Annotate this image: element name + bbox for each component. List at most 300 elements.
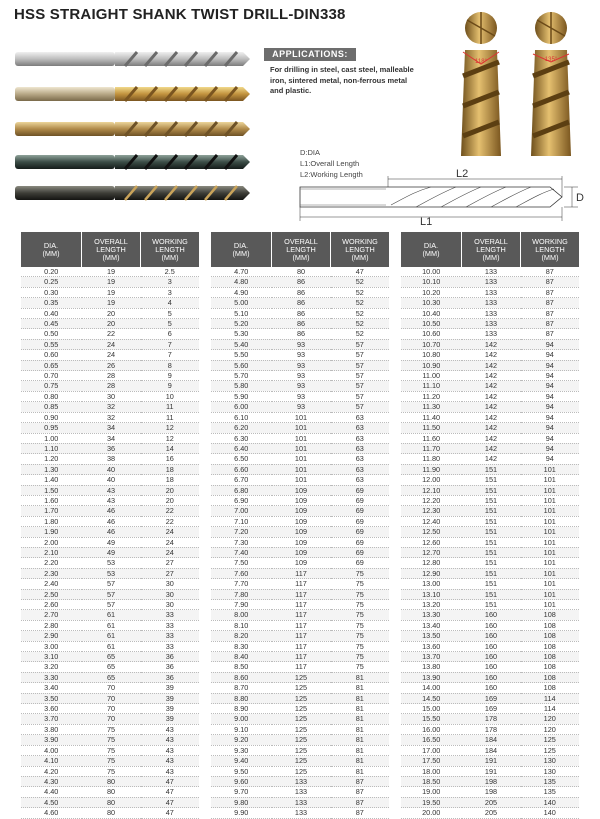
cell-dia: 0.70 bbox=[21, 371, 82, 381]
header-working-line: (MM) bbox=[541, 252, 559, 262]
table-row bbox=[211, 547, 389, 557]
header-working bbox=[331, 232, 390, 267]
cell-dia: 11.90 bbox=[401, 464, 462, 474]
table-row bbox=[401, 485, 579, 495]
cell-dia: 16.50 bbox=[401, 735, 462, 745]
cell-working: 14 bbox=[141, 443, 200, 453]
cell-dia: 8.70 bbox=[211, 683, 272, 693]
cell-working: 11 bbox=[141, 412, 200, 422]
cell-overall: 160 bbox=[462, 652, 521, 662]
cell-overall: 53 bbox=[82, 558, 141, 568]
table-row bbox=[401, 464, 579, 474]
cell-working: 101 bbox=[521, 506, 580, 516]
cell-overall: 142 bbox=[462, 350, 521, 360]
cell-dia: 9.50 bbox=[211, 766, 272, 776]
cell-overall: 49 bbox=[82, 537, 141, 547]
table-row bbox=[211, 371, 389, 381]
cell-dia: 3.20 bbox=[21, 662, 82, 672]
table-row bbox=[211, 475, 389, 485]
cell-working: 69 bbox=[331, 495, 390, 505]
table-row bbox=[211, 267, 389, 277]
cell-overall: 125 bbox=[272, 672, 331, 682]
cell-dia: 2.90 bbox=[21, 631, 82, 641]
cell-working: 16 bbox=[141, 454, 200, 464]
table-row bbox=[21, 766, 199, 776]
cell-overall: 160 bbox=[462, 672, 521, 682]
header-overall-line: LENGTH bbox=[96, 244, 126, 254]
table-row bbox=[401, 267, 579, 277]
cell-working: 4 bbox=[141, 298, 200, 308]
cell-overall: 109 bbox=[272, 537, 331, 547]
cell-working: 114 bbox=[521, 693, 580, 703]
cell-dia: 7.00 bbox=[211, 506, 272, 516]
table-row bbox=[211, 724, 389, 734]
cell-dia: 8.60 bbox=[211, 672, 272, 682]
cell-working: 7 bbox=[141, 339, 200, 349]
cell-dia: 5.60 bbox=[211, 360, 272, 370]
cell-working: 63 bbox=[331, 475, 390, 485]
cell-overall: 117 bbox=[272, 631, 331, 641]
table-row bbox=[401, 506, 579, 516]
table-row bbox=[401, 652, 579, 662]
cell-working: 27 bbox=[141, 568, 200, 578]
cell-working: 6 bbox=[141, 329, 200, 339]
cell-overall: 80 bbox=[272, 267, 331, 277]
cell-working: 101 bbox=[521, 579, 580, 589]
table-row bbox=[211, 704, 389, 714]
table-row bbox=[401, 579, 579, 589]
table-row bbox=[401, 537, 579, 547]
cell-working: 135 bbox=[521, 787, 580, 797]
table-row bbox=[401, 547, 579, 557]
cell-dia: 10.00 bbox=[401, 267, 462, 277]
cell-overall: 20 bbox=[82, 308, 141, 318]
cell-overall: 70 bbox=[82, 693, 141, 703]
header-overall-line: OVERALL bbox=[474, 236, 508, 246]
cell-working: 108 bbox=[521, 672, 580, 682]
table-row bbox=[211, 464, 389, 474]
cell-dia: 1.70 bbox=[21, 506, 82, 516]
cell-working: 43 bbox=[141, 766, 200, 776]
cell-dia: 7.70 bbox=[211, 579, 272, 589]
cell-dia: 5.90 bbox=[211, 391, 272, 401]
cell-dia: 9.80 bbox=[211, 797, 272, 807]
cell-overall: 125 bbox=[272, 745, 331, 755]
table-row bbox=[211, 412, 389, 422]
cell-working: 75 bbox=[331, 631, 390, 641]
table-row bbox=[21, 371, 199, 381]
cell-dia: 14.50 bbox=[401, 693, 462, 703]
table-row bbox=[211, 443, 389, 453]
cell-working: 2.5 bbox=[141, 267, 200, 277]
table-row bbox=[401, 298, 579, 308]
cell-working: 22 bbox=[141, 506, 200, 516]
table-row bbox=[401, 704, 579, 714]
table-row bbox=[401, 787, 579, 797]
cell-overall: 109 bbox=[272, 506, 331, 516]
cell-working: 69 bbox=[331, 547, 390, 557]
cell-overall: 142 bbox=[462, 381, 521, 391]
cell-working: 3 bbox=[141, 277, 200, 287]
table-row bbox=[21, 308, 199, 318]
table-row bbox=[211, 339, 389, 349]
table-row bbox=[211, 516, 389, 526]
cell-dia: 8.00 bbox=[211, 610, 272, 620]
cell-working: 81 bbox=[331, 724, 390, 734]
table-row bbox=[21, 277, 199, 287]
cell-dia: 0.95 bbox=[21, 423, 82, 433]
table-row bbox=[401, 620, 579, 630]
size-table-3 bbox=[401, 232, 579, 819]
table-row bbox=[211, 610, 389, 620]
header-overall bbox=[462, 232, 521, 267]
table-row bbox=[21, 339, 199, 349]
cell-overall: 133 bbox=[272, 797, 331, 807]
cell-working: 120 bbox=[521, 714, 580, 724]
table-row bbox=[21, 506, 199, 516]
diagram-d: D bbox=[576, 192, 584, 204]
cell-dia: 2.50 bbox=[21, 589, 82, 599]
table-row bbox=[21, 620, 199, 630]
header-overall-line: (MM) bbox=[102, 252, 120, 262]
cell-working: 94 bbox=[521, 433, 580, 443]
cell-working: 33 bbox=[141, 610, 200, 620]
cell-working: 108 bbox=[521, 683, 580, 693]
cell-working: 30 bbox=[141, 579, 200, 589]
table-row bbox=[211, 756, 389, 766]
cell-dia: 9.40 bbox=[211, 756, 272, 766]
cell-working: 8 bbox=[141, 360, 200, 370]
header-working-line: LENGTH bbox=[535, 244, 565, 254]
cell-overall: 117 bbox=[272, 600, 331, 610]
cell-overall: 133 bbox=[462, 308, 521, 318]
cell-working: 30 bbox=[141, 589, 200, 599]
table-row bbox=[401, 776, 579, 786]
cell-working: 94 bbox=[521, 443, 580, 453]
cell-working: 87 bbox=[331, 776, 390, 786]
cell-working: 43 bbox=[141, 735, 200, 745]
legend-overall-length: L1:Overall Length bbox=[300, 159, 360, 168]
tip-angle-135: 135° bbox=[544, 57, 558, 63]
cell-dia: 18.00 bbox=[401, 766, 462, 776]
table-row bbox=[211, 631, 389, 641]
cell-dia: 2.80 bbox=[21, 620, 82, 630]
cell-working: 87 bbox=[521, 287, 580, 297]
cell-overall: 198 bbox=[462, 787, 521, 797]
cell-dia: 13.60 bbox=[401, 641, 462, 651]
tip-angle-118: 118° bbox=[475, 59, 487, 65]
cell-working: 108 bbox=[521, 641, 580, 651]
cell-dia: 11.30 bbox=[401, 402, 462, 412]
cell-dia: 13.90 bbox=[401, 672, 462, 682]
cell-working: 52 bbox=[331, 277, 390, 287]
cell-working: 9 bbox=[141, 381, 200, 391]
cell-working: 47 bbox=[331, 267, 390, 277]
table-row bbox=[21, 547, 199, 557]
cell-overall: 160 bbox=[462, 683, 521, 693]
cell-overall: 160 bbox=[462, 631, 521, 641]
table-row bbox=[21, 298, 199, 308]
cell-dia: 10.20 bbox=[401, 287, 462, 297]
cell-overall: 151 bbox=[462, 579, 521, 589]
cell-working: 94 bbox=[521, 339, 580, 349]
cell-working: 101 bbox=[521, 537, 580, 547]
table-row bbox=[401, 475, 579, 485]
table-row bbox=[211, 527, 389, 537]
table-row bbox=[21, 776, 199, 786]
cell-overall: 57 bbox=[82, 589, 141, 599]
cell-working: 5 bbox=[141, 319, 200, 329]
cell-working: 69 bbox=[331, 558, 390, 568]
cell-dia: 13.40 bbox=[401, 620, 462, 630]
table-row bbox=[401, 516, 579, 526]
table-row bbox=[211, 537, 389, 547]
cell-dia: 0.20 bbox=[21, 267, 82, 277]
cell-dia: 10.90 bbox=[401, 360, 462, 370]
cell-dia: 6.10 bbox=[211, 412, 272, 422]
table-row bbox=[401, 693, 579, 703]
table-row bbox=[21, 724, 199, 734]
cell-overall: 34 bbox=[82, 433, 141, 443]
cell-dia: 0.30 bbox=[21, 287, 82, 297]
cell-working: 101 bbox=[521, 475, 580, 485]
cell-dia: 4.10 bbox=[21, 756, 82, 766]
table-row bbox=[21, 693, 199, 703]
cell-dia: 8.40 bbox=[211, 652, 272, 662]
cell-dia: 6.60 bbox=[211, 464, 272, 474]
table-row bbox=[401, 724, 579, 734]
table-row bbox=[211, 672, 389, 682]
table-row bbox=[21, 568, 199, 578]
cell-dia: 13.80 bbox=[401, 662, 462, 672]
cell-dia: 2.10 bbox=[21, 547, 82, 557]
header-working-line: LENGTH bbox=[345, 244, 375, 254]
cell-working: 30 bbox=[141, 600, 200, 610]
cell-dia: 0.40 bbox=[21, 308, 82, 318]
cell-working: 20 bbox=[141, 485, 200, 495]
cell-overall: 38 bbox=[82, 454, 141, 464]
cell-working: 47 bbox=[141, 797, 200, 807]
table-row bbox=[211, 433, 389, 443]
cell-working: 87 bbox=[521, 329, 580, 339]
cell-overall: 24 bbox=[82, 350, 141, 360]
cell-overall: 151 bbox=[462, 600, 521, 610]
cell-overall: 43 bbox=[82, 485, 141, 495]
table-row bbox=[211, 402, 389, 412]
cell-dia: 4.40 bbox=[21, 787, 82, 797]
table-row bbox=[211, 683, 389, 693]
cell-overall: 151 bbox=[462, 527, 521, 537]
table-row bbox=[21, 329, 199, 339]
cell-overall: 19 bbox=[82, 298, 141, 308]
cell-dia: 5.30 bbox=[211, 329, 272, 339]
cell-dia: 8.50 bbox=[211, 662, 272, 672]
table-row bbox=[401, 558, 579, 568]
table-row bbox=[21, 797, 199, 807]
cell-dia: 1.60 bbox=[21, 495, 82, 505]
table-row bbox=[401, 797, 579, 807]
cell-dia: 6.20 bbox=[211, 423, 272, 433]
cell-working: 47 bbox=[141, 787, 200, 797]
cell-working: 101 bbox=[521, 495, 580, 505]
cell-dia: 3.10 bbox=[21, 652, 82, 662]
cell-dia: 1.50 bbox=[21, 485, 82, 495]
table-row bbox=[211, 495, 389, 505]
cell-overall: 101 bbox=[272, 475, 331, 485]
table-row bbox=[401, 433, 579, 443]
cell-overall: 75 bbox=[82, 735, 141, 745]
cell-dia: 12.60 bbox=[401, 537, 462, 547]
table-row bbox=[21, 714, 199, 724]
cell-overall: 101 bbox=[272, 464, 331, 474]
cell-overall: 125 bbox=[272, 724, 331, 734]
cell-dia: 19.00 bbox=[401, 787, 462, 797]
size-table-2 bbox=[211, 232, 389, 819]
cell-dia: 13.20 bbox=[401, 600, 462, 610]
cell-overall: 160 bbox=[462, 620, 521, 630]
cell-dia: 10.10 bbox=[401, 277, 462, 287]
table-row bbox=[211, 298, 389, 308]
cell-dia: 8.10 bbox=[211, 620, 272, 630]
cell-overall: 53 bbox=[82, 568, 141, 578]
cell-working: 81 bbox=[331, 745, 390, 755]
table-row bbox=[21, 319, 199, 329]
cell-dia: 12.50 bbox=[401, 527, 462, 537]
cell-working: 24 bbox=[141, 547, 200, 557]
cell-working: 81 bbox=[331, 735, 390, 745]
cell-overall: 22 bbox=[82, 329, 141, 339]
cell-dia: 0.90 bbox=[21, 412, 82, 422]
cell-overall: 151 bbox=[462, 464, 521, 474]
cell-working: 39 bbox=[141, 704, 200, 714]
table-row bbox=[21, 579, 199, 589]
cell-working: 7 bbox=[141, 350, 200, 360]
table-row bbox=[21, 381, 199, 391]
cell-overall: 142 bbox=[462, 391, 521, 401]
cell-overall: 61 bbox=[82, 631, 141, 641]
cell-dia: 7.10 bbox=[211, 516, 272, 526]
table-row bbox=[401, 423, 579, 433]
cell-overall: 93 bbox=[272, 339, 331, 349]
cell-overall: 151 bbox=[462, 537, 521, 547]
cell-overall: 86 bbox=[272, 277, 331, 287]
cell-working: 63 bbox=[331, 464, 390, 474]
cell-dia: 16.00 bbox=[401, 724, 462, 734]
table-row bbox=[21, 610, 199, 620]
cell-working: 101 bbox=[521, 600, 580, 610]
table-row bbox=[401, 589, 579, 599]
cell-working: 81 bbox=[331, 756, 390, 766]
cell-overall: 93 bbox=[272, 402, 331, 412]
cell-working: 81 bbox=[331, 704, 390, 714]
cell-working: 52 bbox=[331, 308, 390, 318]
cell-dia: 0.65 bbox=[21, 360, 82, 370]
cell-working: 94 bbox=[521, 391, 580, 401]
cell-overall: 57 bbox=[82, 579, 141, 589]
cell-overall: 125 bbox=[272, 683, 331, 693]
cell-dia: 8.90 bbox=[211, 704, 272, 714]
cell-dia: 1.10 bbox=[21, 443, 82, 453]
cell-overall: 24 bbox=[82, 339, 141, 349]
header-overall-line: OVERALL bbox=[94, 236, 128, 246]
cell-dia: 5.70 bbox=[211, 371, 272, 381]
cell-overall: 80 bbox=[82, 787, 141, 797]
cell-overall: 151 bbox=[462, 475, 521, 485]
cell-overall: 151 bbox=[462, 516, 521, 526]
cell-overall: 36 bbox=[82, 443, 141, 453]
cell-dia: 2.40 bbox=[21, 579, 82, 589]
cell-dia: 3.40 bbox=[21, 683, 82, 693]
cell-overall: 101 bbox=[272, 454, 331, 464]
cell-dia: 2.30 bbox=[21, 568, 82, 578]
cell-working: 94 bbox=[521, 454, 580, 464]
cell-working: 87 bbox=[521, 308, 580, 318]
header-dia-line: (MM) bbox=[232, 248, 250, 258]
cell-overall: 151 bbox=[462, 547, 521, 557]
table-row bbox=[21, 756, 199, 766]
cell-working: 52 bbox=[331, 287, 390, 297]
cell-dia: 10.80 bbox=[401, 350, 462, 360]
header-dia-line: DIA. bbox=[233, 240, 249, 250]
table-row bbox=[211, 735, 389, 745]
cell-working: 52 bbox=[331, 298, 390, 308]
cell-working: 39 bbox=[141, 714, 200, 724]
cell-overall: 142 bbox=[462, 454, 521, 464]
cell-working: 81 bbox=[331, 714, 390, 724]
legend-working-length: L2:Working Length bbox=[300, 170, 363, 179]
cell-overall: 75 bbox=[82, 724, 141, 734]
cell-working: 24 bbox=[141, 527, 200, 537]
cell-dia: 4.00 bbox=[21, 745, 82, 755]
cell-dia: 6.40 bbox=[211, 443, 272, 453]
cell-dia: 11.20 bbox=[401, 391, 462, 401]
cell-working: 108 bbox=[521, 662, 580, 672]
cell-overall: 49 bbox=[82, 547, 141, 557]
table-row bbox=[21, 495, 199, 505]
cell-overall: 142 bbox=[462, 339, 521, 349]
table-row bbox=[211, 693, 389, 703]
table-row bbox=[401, 683, 579, 693]
cell-working: 94 bbox=[521, 360, 580, 370]
cell-overall: 19 bbox=[82, 287, 141, 297]
cell-working: 140 bbox=[521, 808, 580, 818]
cell-overall: 46 bbox=[82, 516, 141, 526]
cell-overall: 142 bbox=[462, 402, 521, 412]
cell-overall: 205 bbox=[462, 808, 521, 818]
cell-overall: 65 bbox=[82, 672, 141, 682]
cell-dia: 10.50 bbox=[401, 319, 462, 329]
cell-working: 130 bbox=[521, 756, 580, 766]
cell-overall: 61 bbox=[82, 641, 141, 651]
table-row bbox=[401, 714, 579, 724]
cell-dia: 11.50 bbox=[401, 423, 462, 433]
cell-dia: 20.00 bbox=[401, 808, 462, 818]
cell-overall: 151 bbox=[462, 485, 521, 495]
cell-working: 101 bbox=[521, 568, 580, 578]
drill-bit-bright bbox=[15, 49, 250, 69]
table-row bbox=[211, 350, 389, 360]
table-row bbox=[211, 485, 389, 495]
cell-dia: 12.40 bbox=[401, 516, 462, 526]
table-row bbox=[21, 485, 199, 495]
cell-working: 33 bbox=[141, 641, 200, 651]
cell-working: 3 bbox=[141, 287, 200, 297]
cell-overall: 151 bbox=[462, 495, 521, 505]
table-row bbox=[401, 631, 579, 641]
cell-overall: 19 bbox=[82, 277, 141, 287]
cell-dia: 8.20 bbox=[211, 631, 272, 641]
cell-working: 63 bbox=[331, 433, 390, 443]
